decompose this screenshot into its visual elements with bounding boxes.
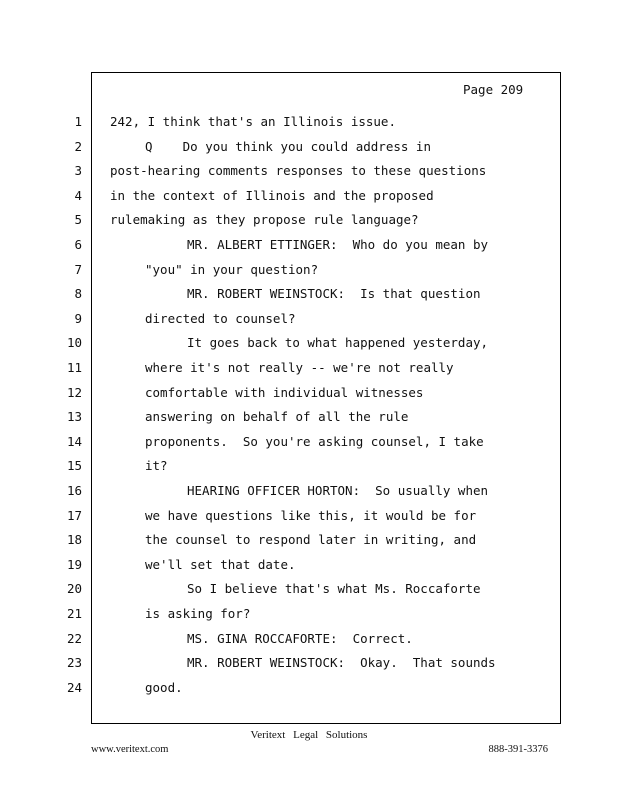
transcript-line: Q Do you think you could address in bbox=[145, 138, 431, 154]
line-number: 17 bbox=[66, 507, 82, 523]
line-number: 21 bbox=[66, 606, 82, 621]
line-number: 16 bbox=[66, 483, 82, 498]
transcript-line: "you" in your question? bbox=[145, 261, 319, 277]
transcript-line: 242, I think that's an Illinois issue. bbox=[110, 114, 396, 129]
line-number: 15 bbox=[66, 458, 82, 474]
line-number: 22 bbox=[66, 630, 82, 646]
line-number: 7 bbox=[74, 261, 82, 277]
transcript-line: HEARING OFFICER HORTON: So usually when bbox=[187, 483, 489, 498]
line-number: 4 bbox=[74, 187, 82, 203]
page-number: Page 209 bbox=[463, 82, 524, 97]
transcript-line: MR. ROBERT WEINSTOCK: Okay. That sounds bbox=[187, 655, 496, 671]
transcript-line: it? bbox=[145, 458, 168, 474]
line-number: 10 bbox=[66, 335, 82, 351]
line-number: 8 bbox=[74, 286, 82, 302]
footer-phone: 888-391-3376 bbox=[488, 744, 548, 755]
transcript-line: comfortable with individual witnesses bbox=[145, 384, 424, 400]
transcript-line: proponents. So you're asking counsel, I take bbox=[145, 433, 484, 449]
line-number: 5 bbox=[74, 212, 82, 228]
transcript-line: It goes back to what happened yesterday, bbox=[187, 335, 489, 351]
transcript-line: the counsel to respond later in writing, and bbox=[145, 532, 477, 548]
line-number: 3 bbox=[74, 163, 82, 179]
transcript-line: we'll set that date. bbox=[145, 556, 296, 572]
line-number: 23 bbox=[66, 655, 82, 671]
transcript-line: directed to counsel? bbox=[145, 310, 296, 326]
line-number: 1 bbox=[74, 114, 82, 129]
transcript-line: rulemaking as they propose rule language? bbox=[110, 212, 419, 228]
transcript-line: MS. GINA ROCCAFORTE: Correct. bbox=[187, 630, 413, 646]
transcript-line: we have questions like this, it would be for bbox=[145, 507, 477, 523]
line-number: 13 bbox=[66, 409, 82, 425]
line-number: 9 bbox=[74, 310, 82, 326]
transcript-line: good. bbox=[145, 679, 183, 695]
line-number: 11 bbox=[66, 360, 82, 375]
transcript-line: MR. ALBERT ETTINGER: Who do you mean by bbox=[187, 237, 489, 252]
line-number: 18 bbox=[66, 532, 82, 548]
transcript-line: answering on behalf of all the rule bbox=[145, 409, 409, 425]
line-number: 20 bbox=[66, 581, 82, 597]
line-number: 6 bbox=[74, 237, 82, 252]
footer-company: Veritext Legal Solutions bbox=[250, 729, 368, 741]
line-number: 24 bbox=[66, 679, 82, 695]
line-number: 19 bbox=[66, 556, 82, 572]
line-number: 2 bbox=[74, 138, 82, 154]
footer-website: www.veritext.com bbox=[91, 744, 169, 755]
transcript-line: in the context of Illinois and the proposed bbox=[110, 187, 434, 203]
transcript-line: post-hearing comments responses to these questions bbox=[110, 163, 487, 179]
line-number: 14 bbox=[66, 433, 82, 449]
transcript-line: MR. ROBERT WEINSTOCK: Is that question bbox=[187, 286, 481, 302]
line-number: 12 bbox=[66, 384, 82, 400]
transcript-line: where it's not really -- we're not really bbox=[145, 360, 454, 375]
transcript-line: So I believe that's what Ms. Roccaforte bbox=[187, 581, 481, 597]
transcript-line: is asking for? bbox=[145, 606, 251, 621]
